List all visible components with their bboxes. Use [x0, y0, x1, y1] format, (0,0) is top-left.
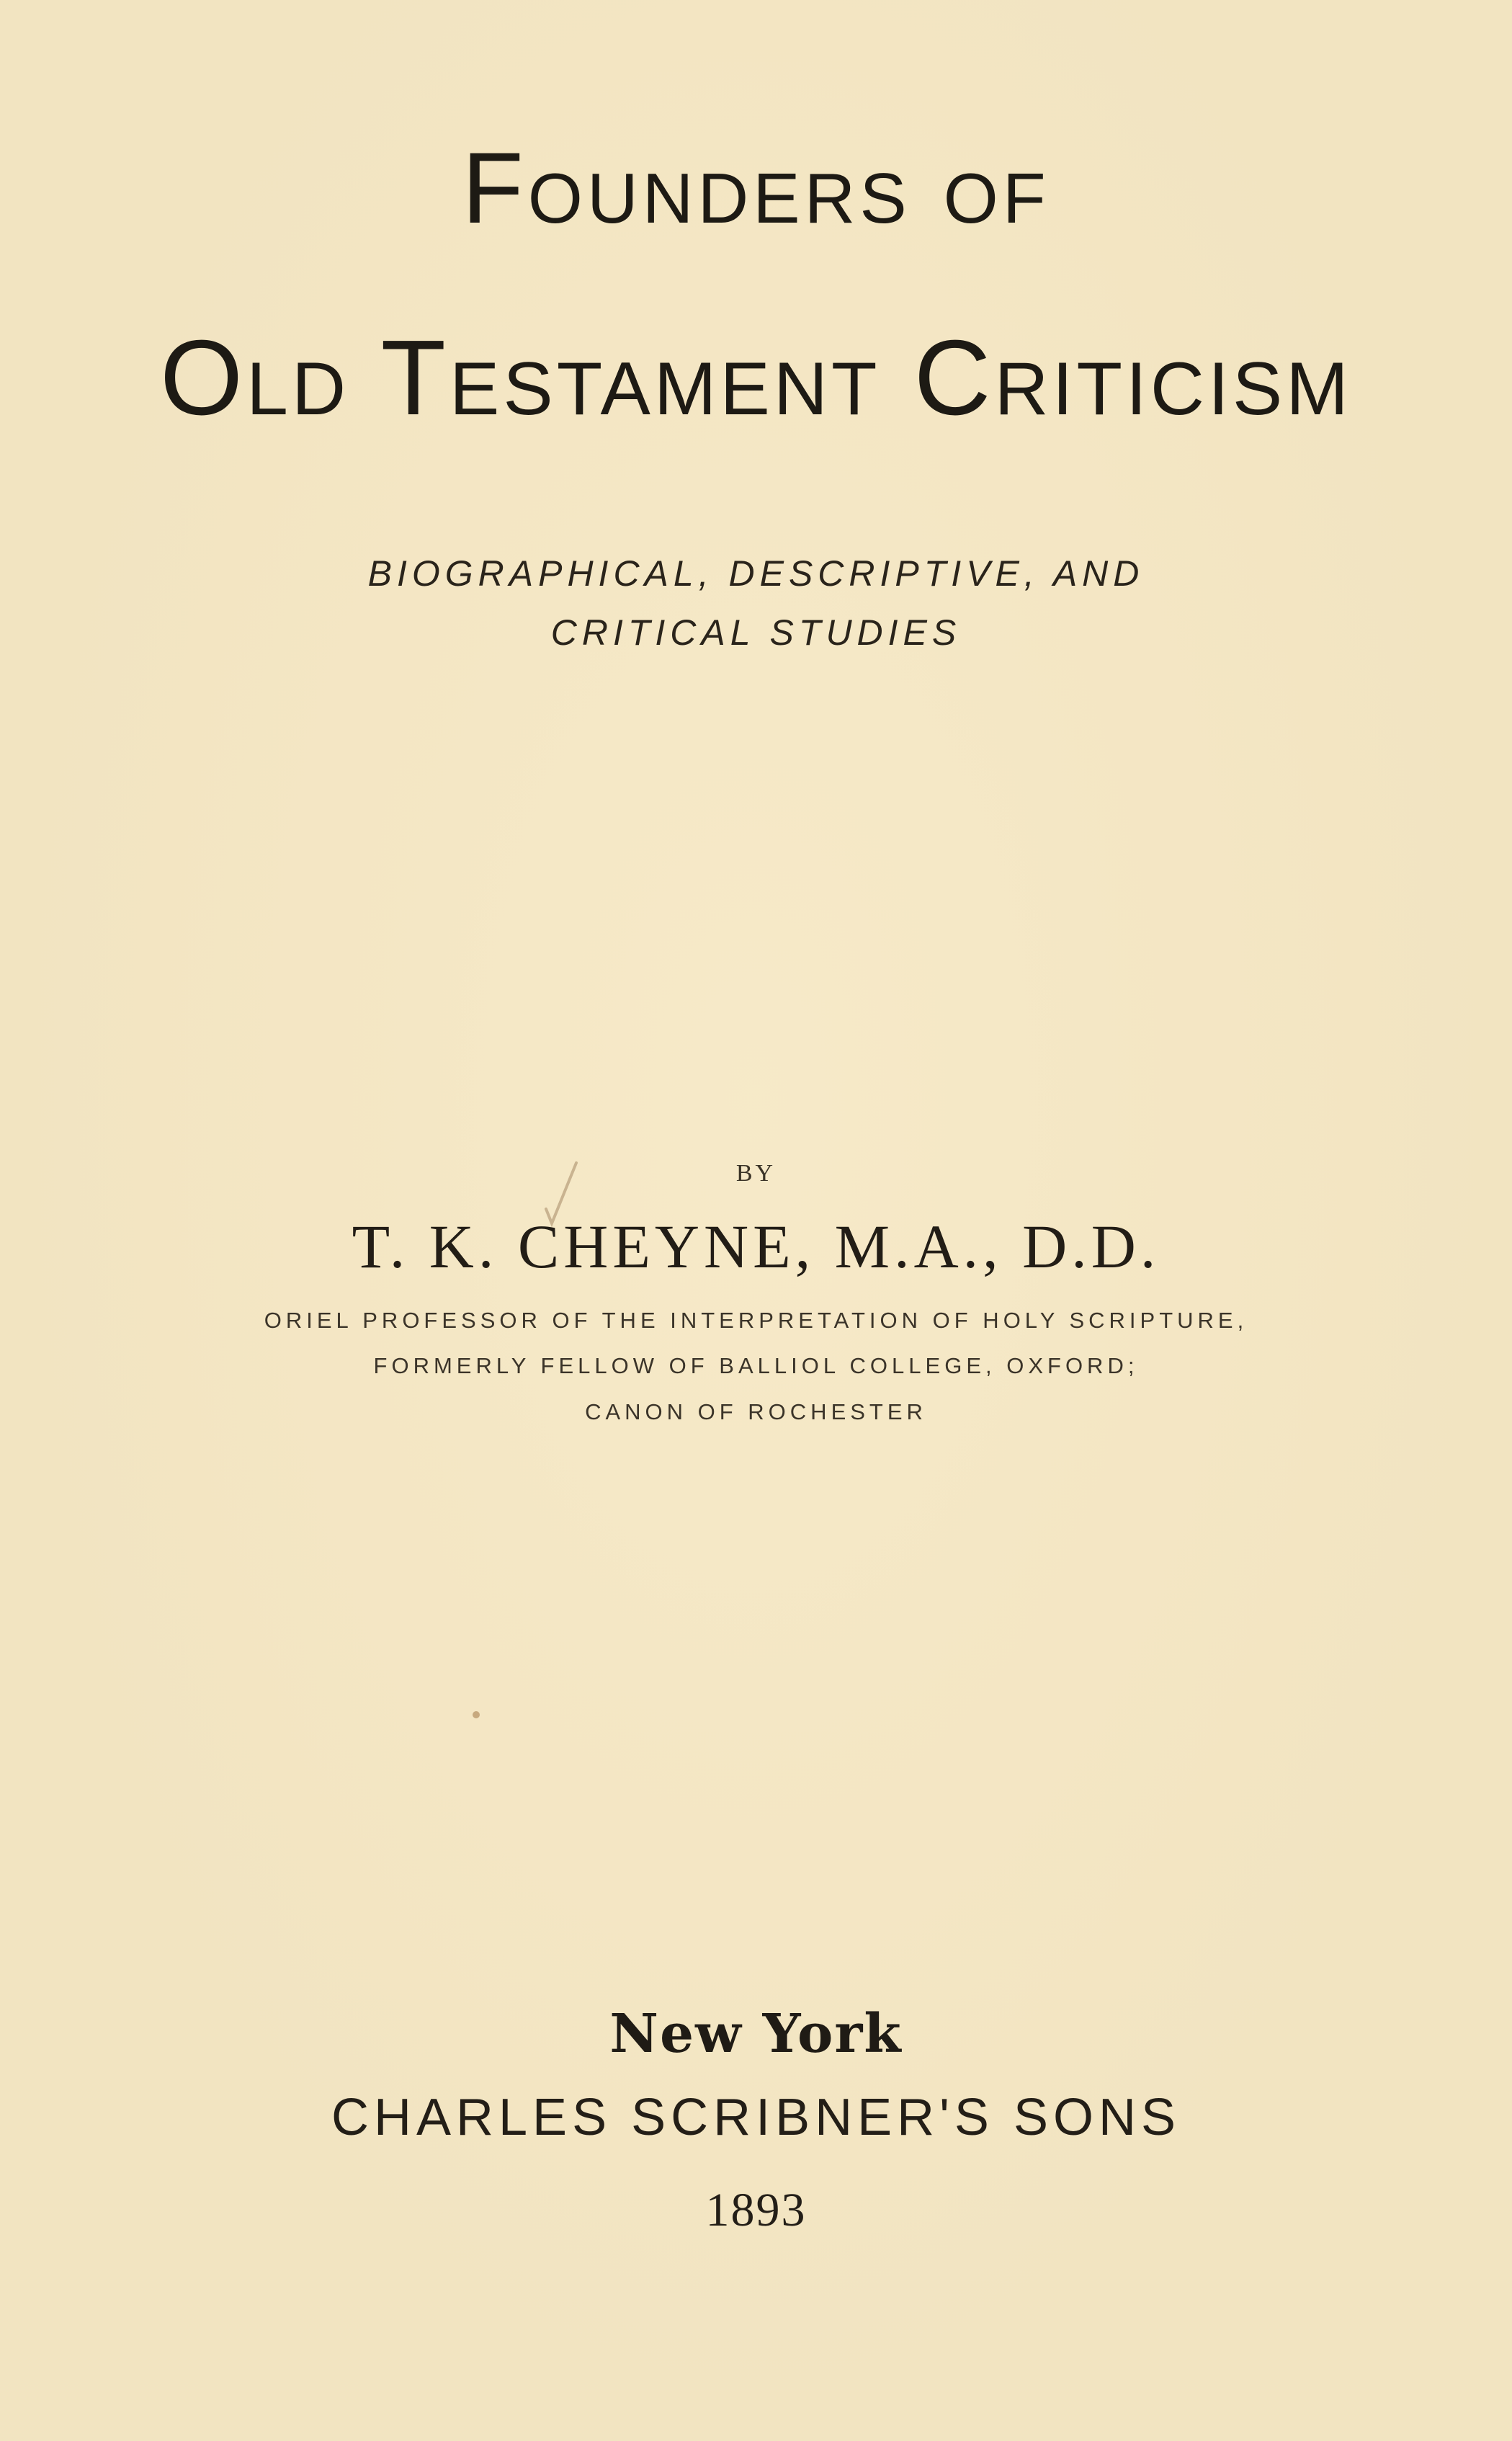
credential-line: ORIEL PROFESSOR OF THE INTERPRETATION OF HOLY SCRIPTURE, — [264, 1308, 1248, 1333]
subtitle: BIOGRAPHICAL, DESCRIPTIVE, AND CRITICAL STUDIES — [367, 553, 1145, 653]
title-line-2: Old Testament Criticism — [160, 318, 1352, 437]
imprint-place: New York — [609, 2003, 903, 2065]
title-line-1: Founders of — [462, 131, 1050, 244]
imprint-publisher: CHARLES SCRIBNER'S SONS — [331, 2089, 1181, 2146]
author-name: T. K. CHEYNE, M.A., D.D. — [352, 1212, 1160, 1281]
paper-speck — [473, 1711, 480, 1718]
by-label: BY — [735, 1160, 777, 1187]
credential-line: FORMERLY FELLOW OF BALLIOL COLLEGE, OXFORD; — [373, 1353, 1139, 1378]
credential-line: CANON OF ROCHESTER — [585, 1399, 927, 1424]
imprint-year: 1893 — [705, 2184, 807, 2236]
